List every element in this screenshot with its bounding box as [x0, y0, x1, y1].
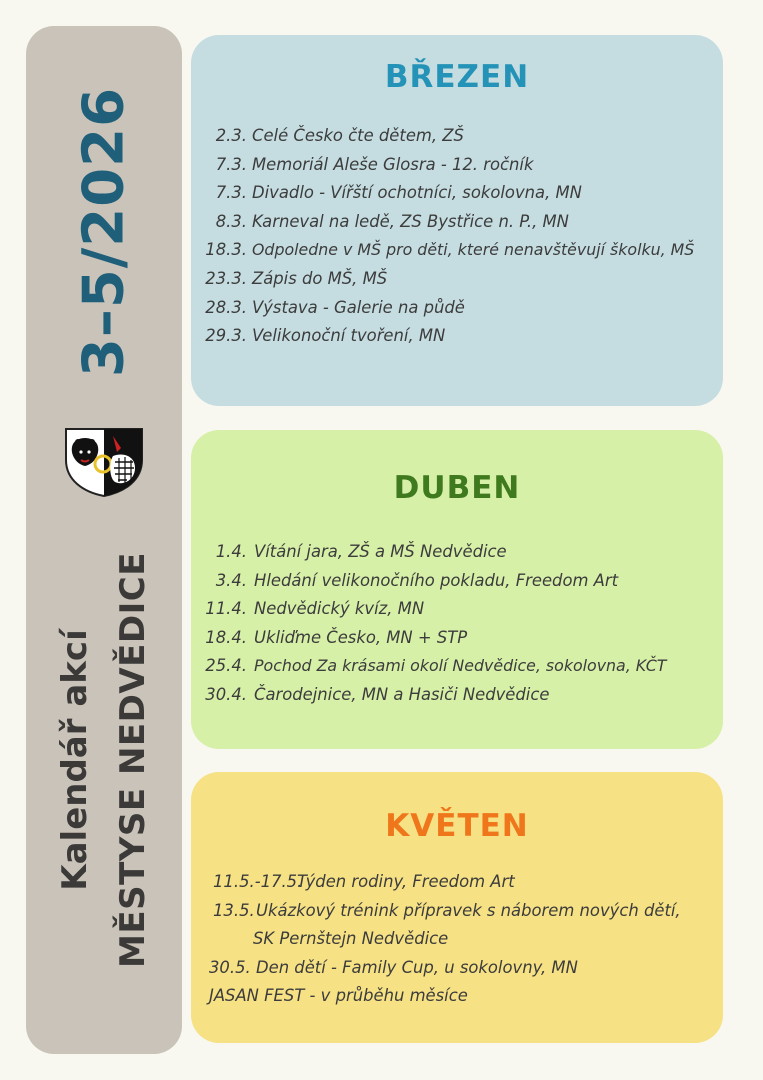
card-brezen: [191, 35, 723, 406]
event-text: Vítání jara, ZŠ a MŠ Nedvědice: [254, 542, 507, 561]
event-date: 1.4.: [215, 542, 247, 561]
event-item: [191, 925, 723, 954]
event-date: 29.3.: [205, 326, 247, 346]
event-date: 28.3.: [205, 297, 247, 317]
event-item: [191, 624, 723, 653]
event-text: Divadlo - Vířští ochotníci, sokolovna, MN: [252, 183, 582, 203]
event-date: 7.3.: [215, 183, 247, 203]
event-item: [191, 868, 723, 897]
event-text: Čarodejnice, MN a Hasiči Nedvědice: [254, 684, 550, 704]
event-date: 7.3.: [215, 154, 247, 174]
event-text: Zápis do MŠ, MŠ: [252, 268, 388, 288]
event-item: [191, 567, 723, 596]
event-text: Hledání velikonočního pokladu, Freedom Art: [254, 570, 619, 590]
event-item: [191, 681, 723, 710]
event-item: [191, 595, 723, 624]
month-title-kveten: KVĚTEN: [385, 808, 529, 844]
event-item: [191, 982, 723, 1011]
event-text: Týden rodiny, Freedom Art: [297, 872, 515, 891]
coat-of-arms-icon: [63, 426, 145, 498]
event-item: [191, 208, 723, 237]
event-list-kveten: [191, 868, 723, 1011]
month-title-duben: DUBEN: [393, 470, 521, 506]
event-date: 18.4.: [205, 627, 247, 647]
event-item: [191, 265, 723, 294]
event-text: Celé Česko čte dětem, ZŠ: [252, 126, 464, 145]
event-date: 30.5.: [209, 957, 251, 977]
event-item: [191, 652, 723, 681]
event-list-duben: [191, 538, 723, 710]
event-text: Ukliďme Česko, MN + STP: [254, 627, 468, 647]
event-date: 11.4.: [205, 599, 247, 619]
card-duben: [191, 430, 723, 749]
event-item: [191, 954, 723, 983]
event-date: 30.4.: [205, 684, 247, 704]
card-kveten: [191, 772, 723, 1043]
event-text: JASAN FEST - v průběhu měsíce: [209, 986, 468, 1006]
event-date: 13.5.: [213, 900, 255, 920]
event-item: [191, 897, 723, 926]
sidebar-caption: [46, 552, 162, 968]
event-text: Ukázkový trénink přípravek s náborem nových dětí,: [256, 900, 681, 920]
event-text: Karneval na ledě, ZS Bystřice n. P., MN: [252, 211, 569, 231]
event-text: Memoriál Aleše Glosra - 12. ročník: [252, 154, 534, 174]
year-range: 3–5/2026: [71, 86, 137, 378]
event-list-brezen: [191, 122, 723, 351]
event-item: [191, 538, 723, 567]
event-date: 11.5.-17.5.: [213, 872, 303, 891]
event-date: 18.3.: [205, 240, 247, 260]
event-text: Pochod Za krásami okolí Nedvědice, sokolovna, KČT: [254, 656, 667, 676]
event-date: 8.3.: [215, 211, 247, 231]
event-text: Velikonoční tvoření, MN: [252, 326, 446, 346]
month-title-brezen: BŘEZEN: [384, 59, 530, 95]
event-item: [191, 122, 723, 151]
event-item: [191, 294, 723, 323]
event-date: 2.3.: [215, 126, 247, 145]
event-text: Odpoledne v MŠ pro děti, které nenavštěvují školku, MŠ: [252, 240, 695, 260]
event-text: Den dětí - Family Cup, u sokolovny, MN: [256, 957, 578, 977]
event-text: Nedvědický kvíz, MN: [254, 599, 425, 619]
event-text: Výstava - Galerie na půdě: [252, 297, 465, 317]
event-item: [191, 151, 723, 180]
event-item: [191, 179, 723, 208]
caption-town: MĚSTYSE NEDVĚDICE: [113, 552, 153, 968]
caption-title: Kalendář akcí: [55, 629, 95, 891]
event-text: SK Pernštejn Nedvědice: [253, 929, 449, 949]
event-date: 23.3.: [205, 268, 247, 288]
event-item: [191, 236, 723, 265]
event-item: [191, 322, 723, 351]
event-date: 25.4.: [205, 656, 247, 676]
event-date: 3.4.: [215, 570, 247, 590]
